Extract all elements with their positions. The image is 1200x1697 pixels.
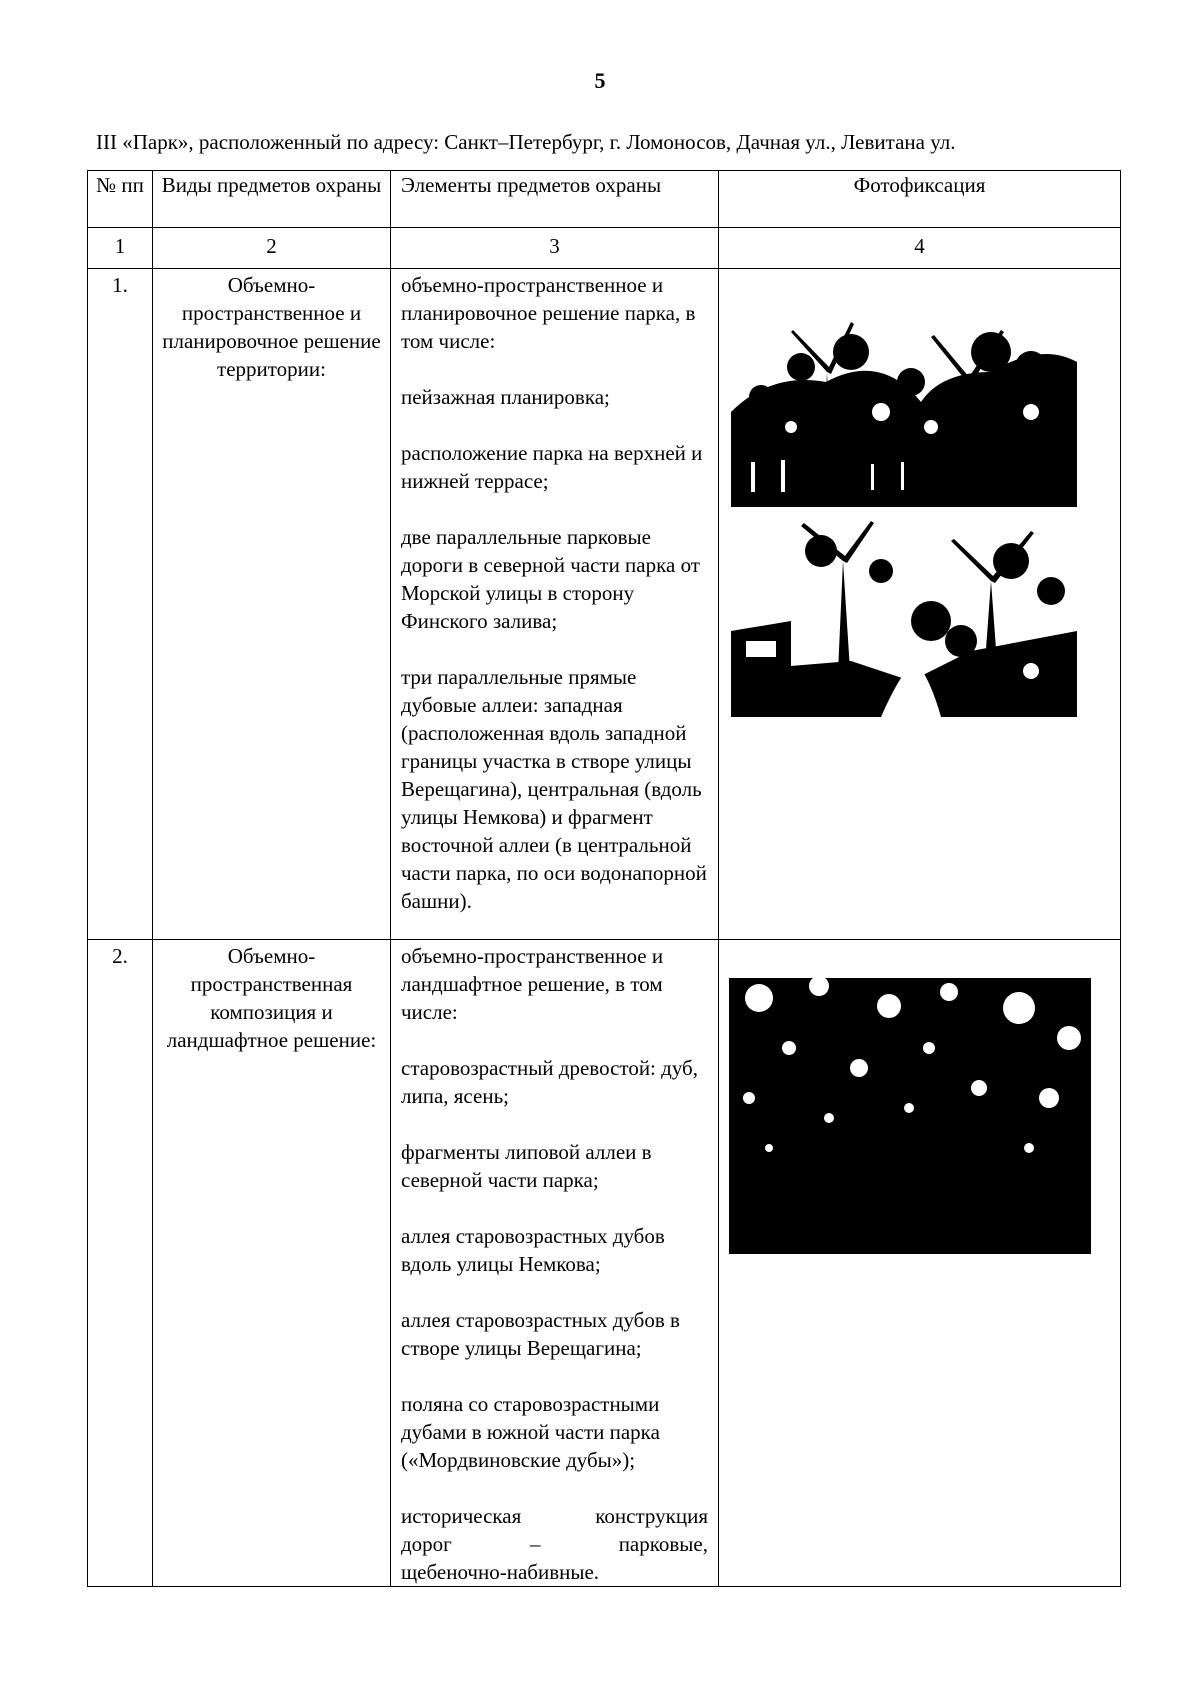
word: щебеночно-набивные. <box>401 1560 600 1584</box>
table-row <box>88 269 1121 940</box>
column-index-row <box>88 228 1121 269</box>
header-num: № пп <box>88 171 153 228</box>
photo-cell <box>719 269 1121 940</box>
justified-line <box>401 1530 708 1558</box>
index-cell: 1 <box>88 228 153 269</box>
element-item: пейзажная планировка; <box>401 385 610 409</box>
protection-type: Объемно-пространственное и планировочное решение территории: <box>153 269 391 940</box>
element-item: поляна со старовозрастными дубами в южной части парка («Мордвиновские дубы»); <box>401 1392 660 1472</box>
justified-line <box>401 1502 708 1530</box>
protection-elements <box>391 940 719 1587</box>
word: дорог <box>401 1532 452 1556</box>
table-header-row <box>88 171 1121 228</box>
element-item: две параллельные парковые дороги в северной части парка от Морской улицы в сторону Финского залива; <box>401 525 700 633</box>
element-item: фрагменты липовой аллеи в северной части парка; <box>401 1140 652 1192</box>
photo-cell <box>719 940 1121 1587</box>
word: парковые, <box>618 1532 708 1556</box>
page-number: 5 <box>594 68 606 93</box>
section-heading: III «Парк», расположенный по адресу: Санкт–Петербург, г. Ломоносов, Дачная ул., Левитана ул. <box>96 130 956 154</box>
index-cell: 2 <box>153 228 391 269</box>
element-item-justified <box>401 1502 708 1586</box>
header-photo: Фотофиксация <box>719 171 1121 228</box>
word: конструкция <box>595 1504 708 1528</box>
protection-elements <box>391 269 719 940</box>
protection-table <box>87 170 1121 1587</box>
park-photo-oaks <box>729 978 1091 1254</box>
element-item: старовозрастный древостой: дуб, липа, ясень; <box>401 1056 698 1108</box>
word: историческая <box>401 1504 522 1528</box>
header-elements: Элементы предметов охраны <box>391 171 719 228</box>
index-cell: 3 <box>391 228 719 269</box>
row-number: 2. <box>88 940 153 1587</box>
element-item: аллея старовозрастных дубов вдоль улицы Немкова; <box>401 1224 665 1276</box>
element-item: расположение парка на верхней и нижней террасе; <box>401 441 703 493</box>
element-item: аллея старовозрастных дубов в створе улицы Верещагина; <box>401 1308 680 1360</box>
row-number: 1. <box>88 269 153 940</box>
park-photo-alley <box>731 521 1077 717</box>
word: – <box>530 1532 541 1556</box>
element-item: три параллельные прямые дубовые аллеи: западная (расположенная вдоль западной границы участка в створе улицы Верещагина), центральная (вдоль улицы Немкова) и фрагмент восточной аллеи (в центральной части парка, по оси водонапорной башни). <box>401 665 707 913</box>
index-cell: 4 <box>719 228 1121 269</box>
element-item: объемно-пространственное и планировочное решение парка, в том числе: <box>401 273 696 353</box>
park-photo-trees-1 <box>731 312 1077 507</box>
protection-type: Объемно-пространственная композиция и ландшафтное решение: <box>153 940 391 1587</box>
table-row <box>88 940 1121 1587</box>
element-item: объемно-пространственное и ландшафтное решение, в том числе: <box>401 944 664 1024</box>
header-type: Виды предметов охраны <box>153 171 391 228</box>
